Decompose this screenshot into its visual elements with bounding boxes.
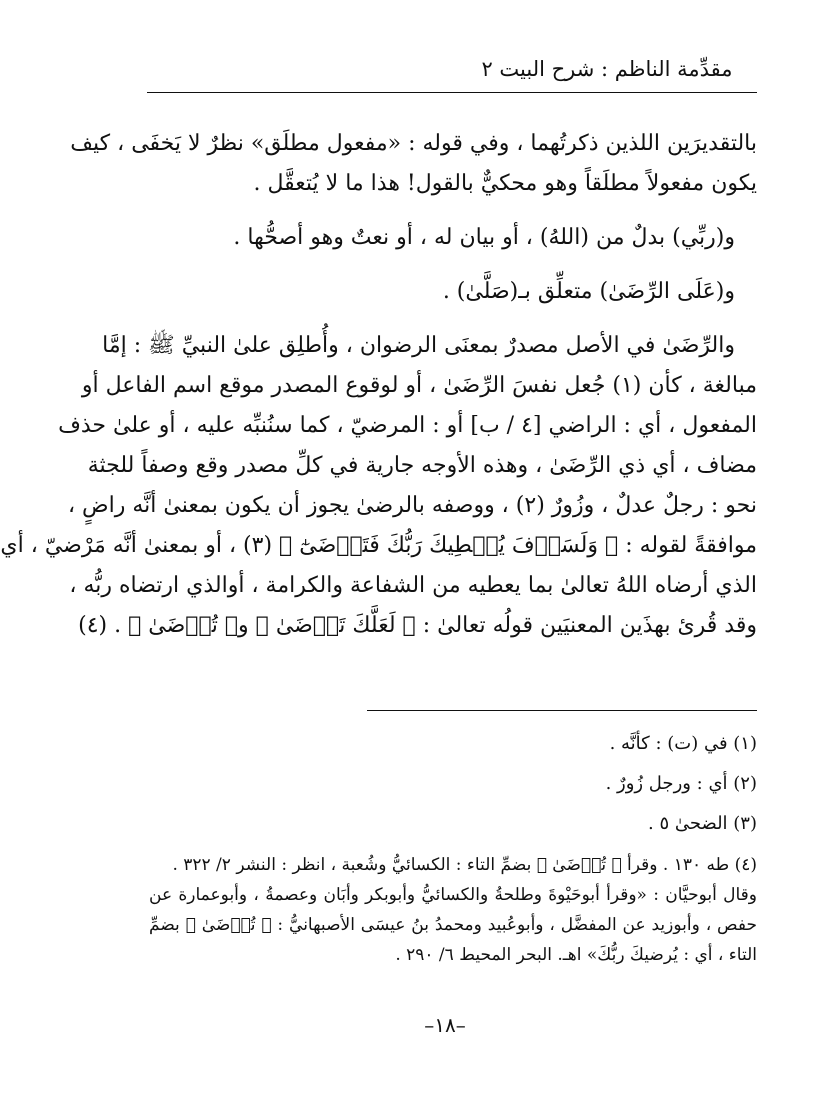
text-line: موافقةً لقوله : ﴿ وَلَسَوۡفَ يُعۡطِيكَ رَبُّكَ فَتَرۡضَىٰٓ ﴾ (٣) ، أو بمعنىٰ أنَّه مَرْضيّ ، أي — [0, 533, 757, 558]
paragraph-gap — [149, 204, 757, 218]
footnote-1: (١) في (ت) : كأنَّه . — [609, 733, 757, 754]
paragraph-gap — [149, 258, 757, 272]
footnote-4-line: حفص ، وأبوزيد عن المفضَّل ، وأبوعُبيد ومحمدُ بنُ عيسَى الأصبهانيُّ : ﴿ تُرۡضَىٰ ﴾ بضمِّ — [149, 915, 757, 935]
text-line: مبالغة ، كأن (١) جُعل نفسَ الرِّضَىٰ ، أو لوقوع المصدر موقع اسم الفاعل أو — [81, 373, 757, 398]
footnote-2: (٢) أي : ورجل زُورٌ . — [605, 773, 757, 794]
main-text — [0, 124, 757, 646]
page-number: –١٨– — [424, 1013, 466, 1037]
footnotes — [149, 724, 757, 970]
header-rule — [147, 92, 757, 93]
text-line: و(ربِّي) بدلٌ من (اللهُ) ، أو بيان له ، أو نعتٌ وهو أصحُّها . — [233, 225, 735, 250]
paragraph-gap — [149, 312, 757, 326]
footnote-4-line: وقال أبوحيَّان : «وقرأ أبوحَيْوةَ وطلحةُ والكسائيُّ وأبوبكر وأبَان وعصمةُ ، وأبوعمارة عن — [149, 885, 757, 905]
footnote-3: (٣) الضحىٰ ٥ . — [647, 813, 757, 834]
text-line: يكون مفعولاً مطلَقاً وهو محكيٌّ بالقول! هذا ما لا يُتعقَّل . — [253, 171, 757, 196]
footnote-rule — [367, 710, 757, 711]
text-line: نحو : رجلٌ عدلٌ ، وزُورٌ (٢) ، ووصفه بالرضىٰ يجوز أن يكون بمعنىٰ أنَّه راضٍ ، — [67, 493, 757, 518]
text-line: وقد قُرئ بهذَين المعنيَين قولُه تعالىٰ : ﴿ لَعَلَّكَ تَرۡضَىٰ ﴾ و﴿ تُرۡضَىٰ ﴾ . (٤) — [78, 613, 757, 638]
text-line: والرِّضَىٰ في الأصل مصدرٌ بمعنَى الرضوان ، وأُطلِق علىٰ النبيِّ ﷺ : إمَّا — [102, 333, 735, 358]
text-line: و(عَلَى الرِّضَىٰ) متعلِّق بـ(صَلَّىٰ) . — [442, 279, 735, 304]
text-line: مضاف ، أي ذي الرِّضَىٰ ، وهذه الأوجه جارية في كلِّ مصدر وقع وصفاً للجثة — [87, 453, 757, 478]
footnote-4-line: التاء ، أي : يُرضيكَ ربُّكَ» اهـ. البحر المحيط ٦/ ٢٩٠ . — [395, 945, 757, 965]
text-line: المفعول ، أي : الراضي [٤ / ب] أو : المرضيّ ، كما سنُنبِّه عليه ، أو علىٰ حذف — [58, 413, 757, 438]
running-header: مقدِّمة الناظم : شرح البيت ٢ — [481, 57, 733, 81]
text-line: الذي أرضاه اللهُ تعالىٰ بما يعطيه من الشفاعة والكرامة ، أوالذي ارتضاه ربُّه ، — [69, 573, 757, 598]
text-line: بالتقديرَين اللذين ذكرتُهما ، وفي قوله : «مفعول مطلَق» نظرٌ لا يَخفَى ، كيف — [70, 131, 757, 156]
footnote-4-line: (٤) طه ١٣٠ . وقرأ ﴿ تُرۡضَىٰ ﴾ بضمِّ التاء : الكسائيُّ وشُعبة ، انظر : النشر ٢/ ٣٢٢ . — [172, 855, 757, 875]
